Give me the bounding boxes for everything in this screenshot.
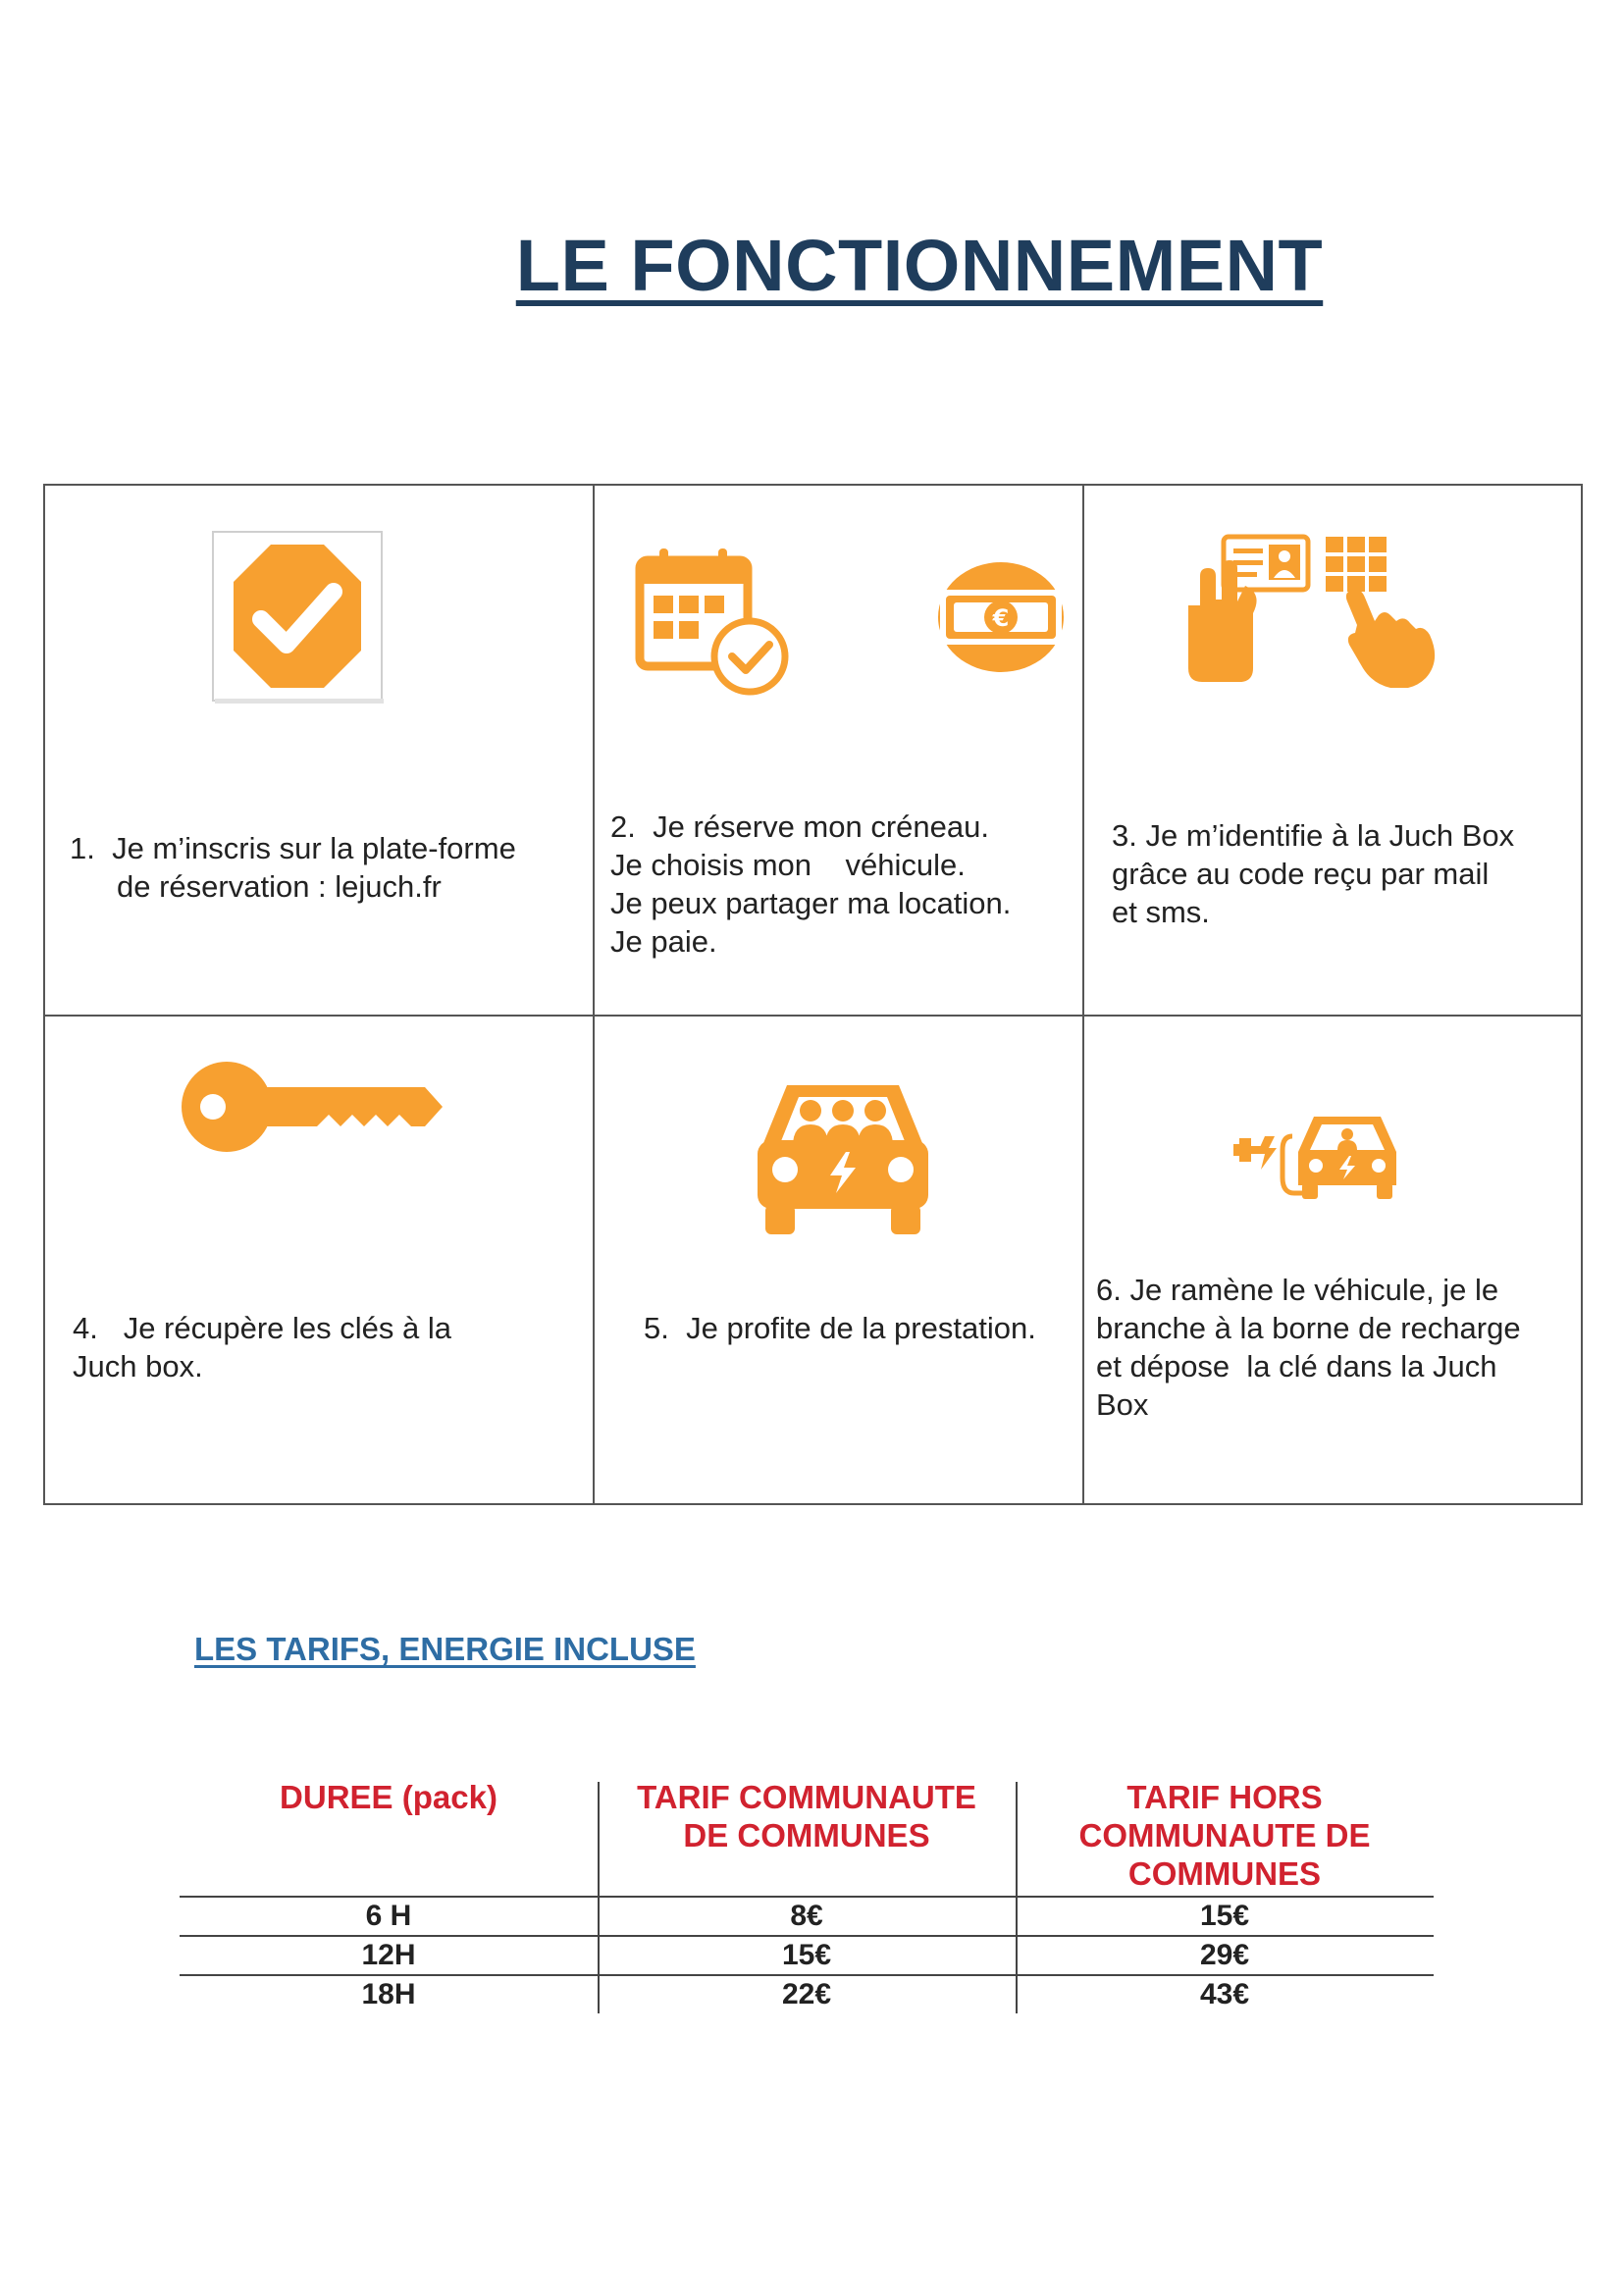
tarifs-heading: LES TARIFS, ENERGIE INCLUSE [194,1631,696,1667]
step-2 [593,486,1082,1015]
svg-text:€: € [992,604,1010,632]
cell-tarif-hors: 29€ [1199,1939,1250,1971]
cell-tarif-hors: 43€ [1199,1978,1250,2010]
header-duree: DUREE (pack) [280,1779,497,1815]
step-6-line-4: Box [1096,1387,1149,1422]
step-5 [593,1015,1082,1505]
cell-tarif-hors: 15€ [1199,1900,1250,1932]
cell-duree: 12H [361,1939,416,1971]
step-6 [1082,1015,1583,1505]
check-badge-icon [210,529,389,712]
id-card-keypad-icon [1180,531,1445,693]
step-1-line-2: de réservation : lejuch.fr [117,869,442,904]
page-title-wrap [0,224,1623,307]
header-tarif-hors: TARIF HORS COMMUNAUTE DE COMMUNES [1078,1779,1371,1892]
cell-duree: 18H [361,1978,416,2010]
step-1 [45,486,593,1015]
step-3-line-1: 3. Je m’identifie à la Juch Box [1112,818,1515,853]
step-4-line-2: Juch box. [73,1349,203,1383]
step-3-line-2: grâce au code reçu par mail [1112,857,1490,891]
step-2-line-3: Je peux partager ma location. [610,886,1012,920]
step-4 [45,1015,593,1505]
step-2-line-2: Je choisis mon véhicule. [610,848,966,882]
cell-tarif-communaute: 8€ [790,1900,823,1932]
step-6-line-2: branche à la borne de recharge [1096,1311,1521,1345]
step-2-line-1: 2. Je réserve mon créneau. [610,809,989,844]
charging-car-icon [1230,1109,1406,1212]
step-1-line-1: 1. Je m’inscris sur la plate-forme [70,831,516,865]
cell-duree: 6 H [365,1900,412,1932]
shared-electric-car-icon [750,1075,936,1247]
cell-tarif-communaute: 22€ [781,1978,832,2010]
step-3-line-3: et sms. [1112,895,1210,929]
step-4-line-1: 4. Je récupère les clés à la [73,1311,451,1345]
step-3 [1082,486,1583,1015]
cell-tarif-communaute: 15€ [781,1939,832,1971]
page-title: LE FONCTIONNEMENT [515,225,1324,306]
steps-grid [43,484,1583,1505]
header-tarif-communaute: TARIF COMMUNAUTE DE COMMUNES [637,1779,976,1853]
step-5-line-1: 5. Je profite de la prestation. [644,1311,1036,1345]
calendar-check-icon [634,543,791,704]
euro-banknote-icon [936,560,1066,679]
step-6-line-1: 6. Je ramène le véhicule, je le [1096,1273,1499,1307]
key-icon [178,1058,443,1161]
step-6-line-3: et dépose la clé dans la Juch [1096,1349,1497,1383]
step-2-line-4: Je paie. [610,924,717,959]
tarifs-table [180,1778,1434,2013]
